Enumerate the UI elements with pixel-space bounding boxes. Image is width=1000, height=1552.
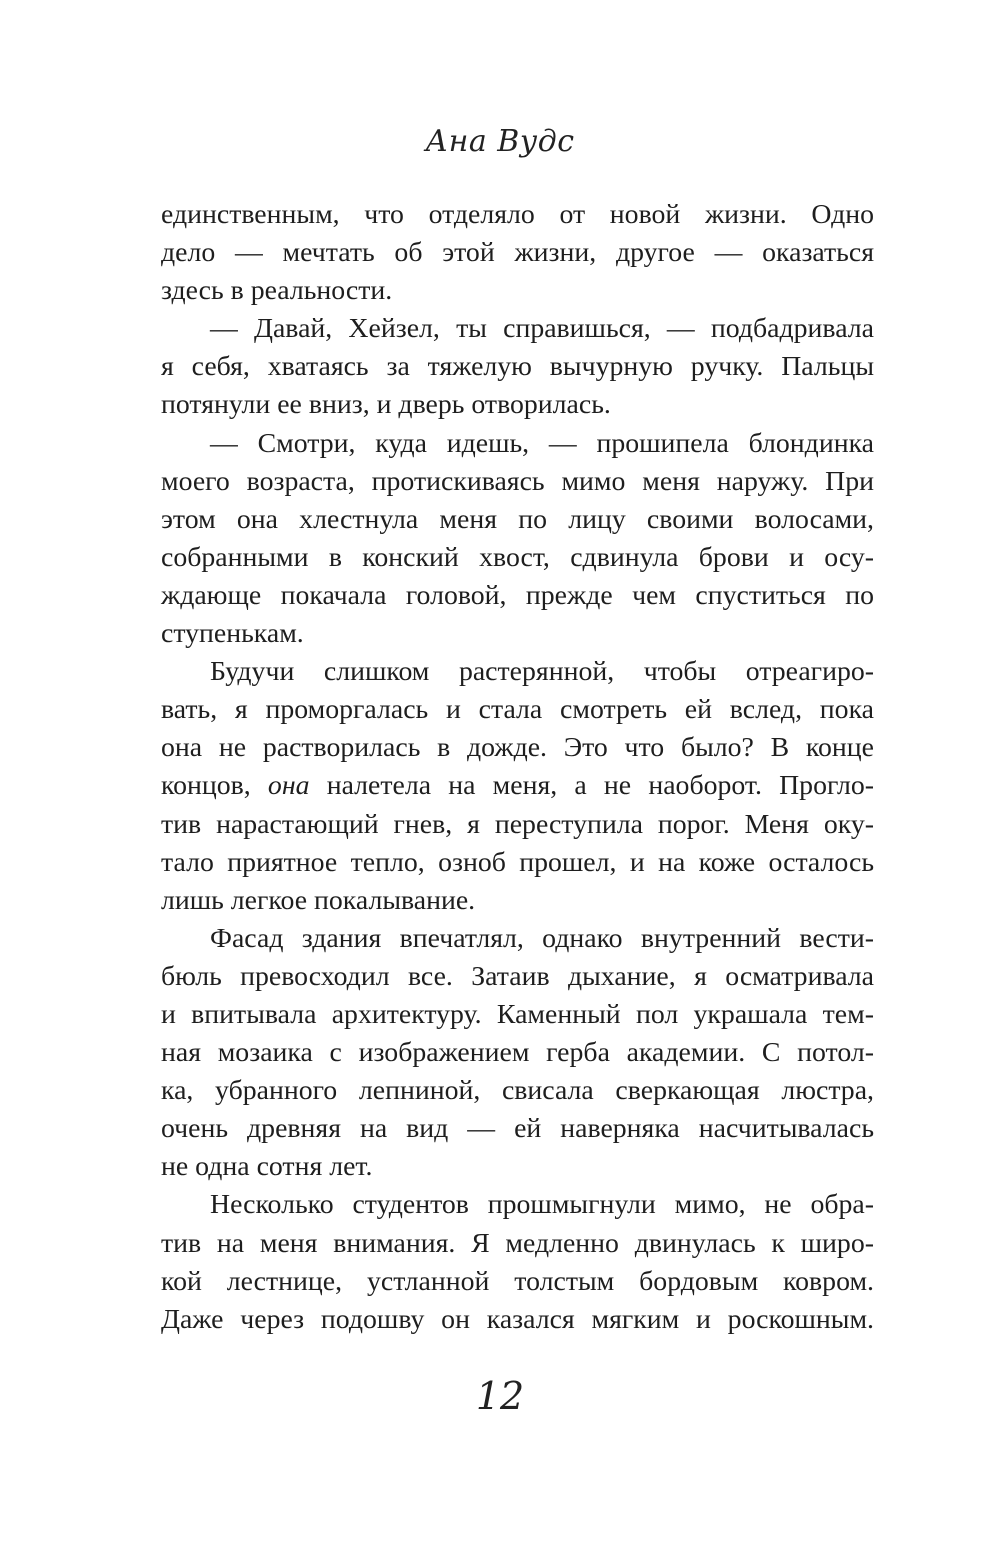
text-line: Даже через подошву он казался мягким и роскошным. [161, 1303, 874, 1335]
paragraph-2 [161, 310, 874, 424]
text-line: моего возраста, протискиваясь мимо меня наружу. При [161, 465, 874, 497]
text-line: Будучи слишком растерянной, чтобы отреагиро- [210, 656, 874, 688]
text-line: не одна сотня лет. [161, 1151, 373, 1183]
page-number: 12 [475, 1374, 525, 1418]
text-line: ждающе покачала головой, прежде чем спуститься по [161, 579, 874, 611]
text-run: концов, [161, 770, 268, 802]
text-line: ступенькам. [161, 618, 304, 650]
paragraph-5 [161, 920, 874, 1187]
text-line: ная мозаика с изображением герба академии. С потол- [161, 1037, 874, 1069]
paragraph-6 [161, 1186, 874, 1338]
text-line: ка, убранного лепниной, свисала сверкающая люстра, [161, 1075, 874, 1107]
text-line: — Давай, Хейзел, ты справишься, — подбадривала [210, 313, 874, 345]
running-head-author: Ана Вудс [425, 124, 575, 159]
text-line-with-emphasis [161, 767, 874, 805]
paragraph-4 [161, 653, 874, 920]
text-line: здесь в реальности. [161, 275, 393, 307]
text-line: Несколько студентов прошмыгнули мимо, не обра- [210, 1189, 874, 1221]
text-line: кой лестнице, устланной толстым бордовым ковром. [161, 1265, 874, 1297]
body-text [161, 196, 874, 1339]
text-line: тив на меня внимания. Я медленно двинулась к широ- [161, 1227, 874, 1259]
text-run: налетела на меня, а не наоборот. Прогло- [309, 770, 874, 802]
text-line: потянули ее вниз, и дверь отворилась. [161, 389, 611, 421]
text-line: очень древняя на вид — ей наверняка насчитывалась [161, 1113, 874, 1145]
text-line: и впитывала архитектуру. Каменный пол украшала тем- [161, 998, 874, 1030]
text-line: лишь легкое покалывание. [161, 884, 476, 916]
text-line: тало приятное тепло, озноб прошел, и на коже осталось [161, 846, 874, 878]
text-line: собранными в конский хвост, сдвинула брови и осу- [161, 541, 874, 573]
paragraph-1 [161, 196, 874, 310]
text-line: — Смотри, куда идешь, — прошипела блондинка [210, 427, 874, 459]
text-line: Фасад здания впечатлял, однако внутренний вести- [210, 922, 874, 954]
text-line: единственным, что отделяло от новой жизни. Одно [161, 199, 874, 230]
emphasis-word: она [267, 770, 310, 802]
text-line: она не растворилась в дожде. Это что было? В конце [161, 732, 874, 764]
text-line: тив нарастающий гнев, я переступила порог. Меня оку- [161, 808, 874, 840]
text-line: этом она хлестнула меня по лицу своими волосами, [161, 503, 874, 535]
text-line: я себя, хватаясь за тяжелую вычурную ручку. Пальцы [161, 351, 874, 383]
text-line: бюль превосходил все. Затаив дыхание, я осматривала [161, 960, 874, 992]
paragraph-3 [161, 425, 874, 654]
text-line: дело — мечтать об этой жизни, другое — оказаться [161, 237, 874, 269]
text-line: вать, я проморгалась и стала смотреть ей вслед, пока [161, 694, 874, 726]
